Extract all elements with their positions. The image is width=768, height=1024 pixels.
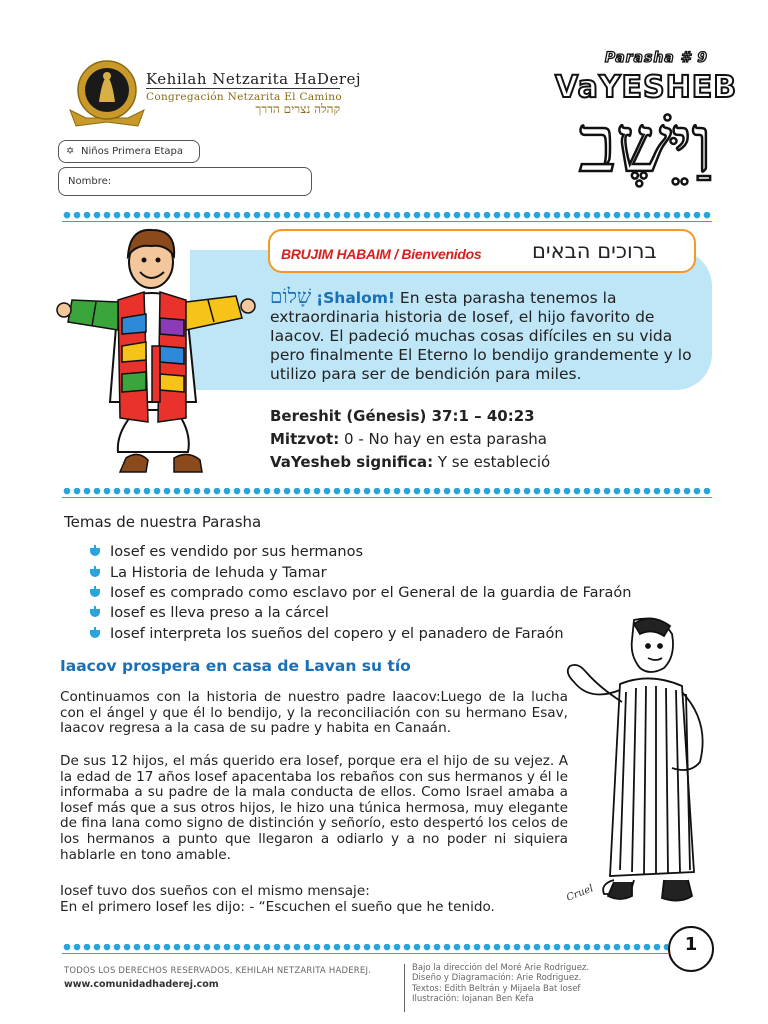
story-paragraph-3a: Iosef tuvo dos sueños con el mismo mensaje:	[60, 883, 370, 899]
story-paragraph-3b: En el primero Iosef les dijo: - “Escuchen el sueño que he tenido.	[60, 899, 495, 915]
credit-design: Diseño y Diagramación: Arie Rodriguez.	[412, 973, 582, 984]
footer-rights: TODOS LOS DERECHOS RESERVADOS, KEHILAH NETZARITA HADEREJ.	[64, 966, 372, 976]
level-field	[58, 140, 200, 163]
footer-credits	[412, 963, 589, 1005]
meaning-line: VaYesheb significa: Y se estableció	[270, 453, 551, 471]
topics-title: Temas de nuestra Parasha	[64, 513, 262, 531]
welcome-label: BRUJIM HABAIM / Bienvenidos	[281, 246, 482, 262]
menorah-border-top	[62, 212, 712, 222]
menorah-bullet-icon	[90, 589, 100, 597]
congregation-seal-logo	[66, 58, 148, 130]
menorah-border-middle	[62, 488, 712, 498]
org-name: Kehilah Netzarita HaDerej	[146, 70, 362, 88]
list-item: Iosef es vendido por sus hermanos	[90, 542, 631, 562]
list-item: Iosef interpreta los sueños del copero y el panadero de Faraón	[90, 624, 631, 644]
topic-list	[90, 542, 631, 644]
credit-texts: Textos: Edith Beltrán y Mijaela Bat Iosef	[412, 983, 581, 994]
menorah-bullet-icon	[90, 630, 100, 638]
intro-text: En esta parasha tenemos la extraordinaria historia de Iosef, el hijo favorito de Iaacov. El padeció muchas cosas difíciles en su vida pero finalmente El Eterno lo bendijo grandemente y lo utilizo para ser de bendición para miles.	[270, 289, 692, 383]
org-hebrew-name: קהלה נצרים הדרך	[255, 102, 340, 116]
menorah-bullet-icon	[90, 609, 100, 617]
name-field[interactable]	[58, 167, 312, 196]
page-number: 1	[684, 934, 698, 955]
credit-illustration: Ilustración: Iojanan Ben Kefa	[412, 994, 534, 1005]
footer-website-link[interactable]: www.comunidadhaderej.com	[64, 979, 219, 990]
joseph-coat-illustration	[56, 222, 262, 480]
mitzvot-line: Mitzvot: 0 - No hay en esta parasha	[270, 430, 547, 448]
list-item: La Historia de Iehuda y Tamar	[90, 562, 631, 582]
illustrator-signature: Cruel	[564, 883, 596, 904]
story-paragraph-1: Continuamos con la historia de nuestro padre Iaacov:Luego de la lucha con el ángel y que él lo bendijo, y la reconciliación con su hermano Esav, Iaacov regresa a la casa de su padre y habita en Canaán.	[60, 689, 568, 737]
name-label: Nombre:	[68, 176, 112, 187]
org-subtitle: Congregación Netzarita El Camino	[146, 91, 342, 103]
level-label: Niños Primera Etapa	[81, 146, 184, 157]
parasha-number: Parasha # 9	[604, 50, 708, 66]
credit-direction: Bajo la dirección del Moré Arie Rodriguez.	[412, 963, 590, 973]
org-name-divider	[146, 88, 340, 89]
torah-reading: Bereshit (Génesis) 37:1 – 40:23	[270, 407, 535, 425]
shalom-hebrew: שָׁלוֹם	[270, 284, 312, 308]
menorah-border-bottom	[62, 944, 668, 954]
section-title: Iaacov prospera en casa de Lavan su tío	[60, 657, 411, 675]
list-item: Iosef es comprado como esclavo por el General de la guardia de Faraón	[90, 583, 631, 603]
intro-paragraph	[270, 284, 700, 384]
footer-divider	[404, 964, 405, 1012]
parasha-name: VaYESHEB	[555, 70, 738, 105]
welcome-hebrew: ברוכים הבאים	[532, 239, 657, 263]
joseph-sketch-illustration	[560, 612, 716, 932]
menorah-bullet-icon	[90, 569, 100, 577]
parasha-hebrew-title: וַיֵּשֶׁב	[578, 100, 712, 190]
menorah-bullet-icon	[90, 548, 100, 556]
shalom-greeting: ¡Shalom!	[316, 289, 395, 307]
list-item: Iosef es lleva preso a la cárcel	[90, 603, 631, 623]
story-paragraph-2: De sus 12 hijos, el más querido era Iosef, porque era el hijo de su vejez. A la edad de 17 años Iosef apacentaba los rebaños con sus hermanos y él le informaba a su padre de la mala conducta de ellos. Como Israel amaba a Iosef más que a sus otros hijos, le hizo una túnica hermosa, muy elegante de fina lana como signo de distinción y señorío, esto despertó los celos de los hermanos a punto que llegaron a odiarlo y a no poder ni siquiera hablarle en tono amable.	[60, 753, 568, 863]
star-of-david-icon: ✡	[66, 146, 75, 157]
